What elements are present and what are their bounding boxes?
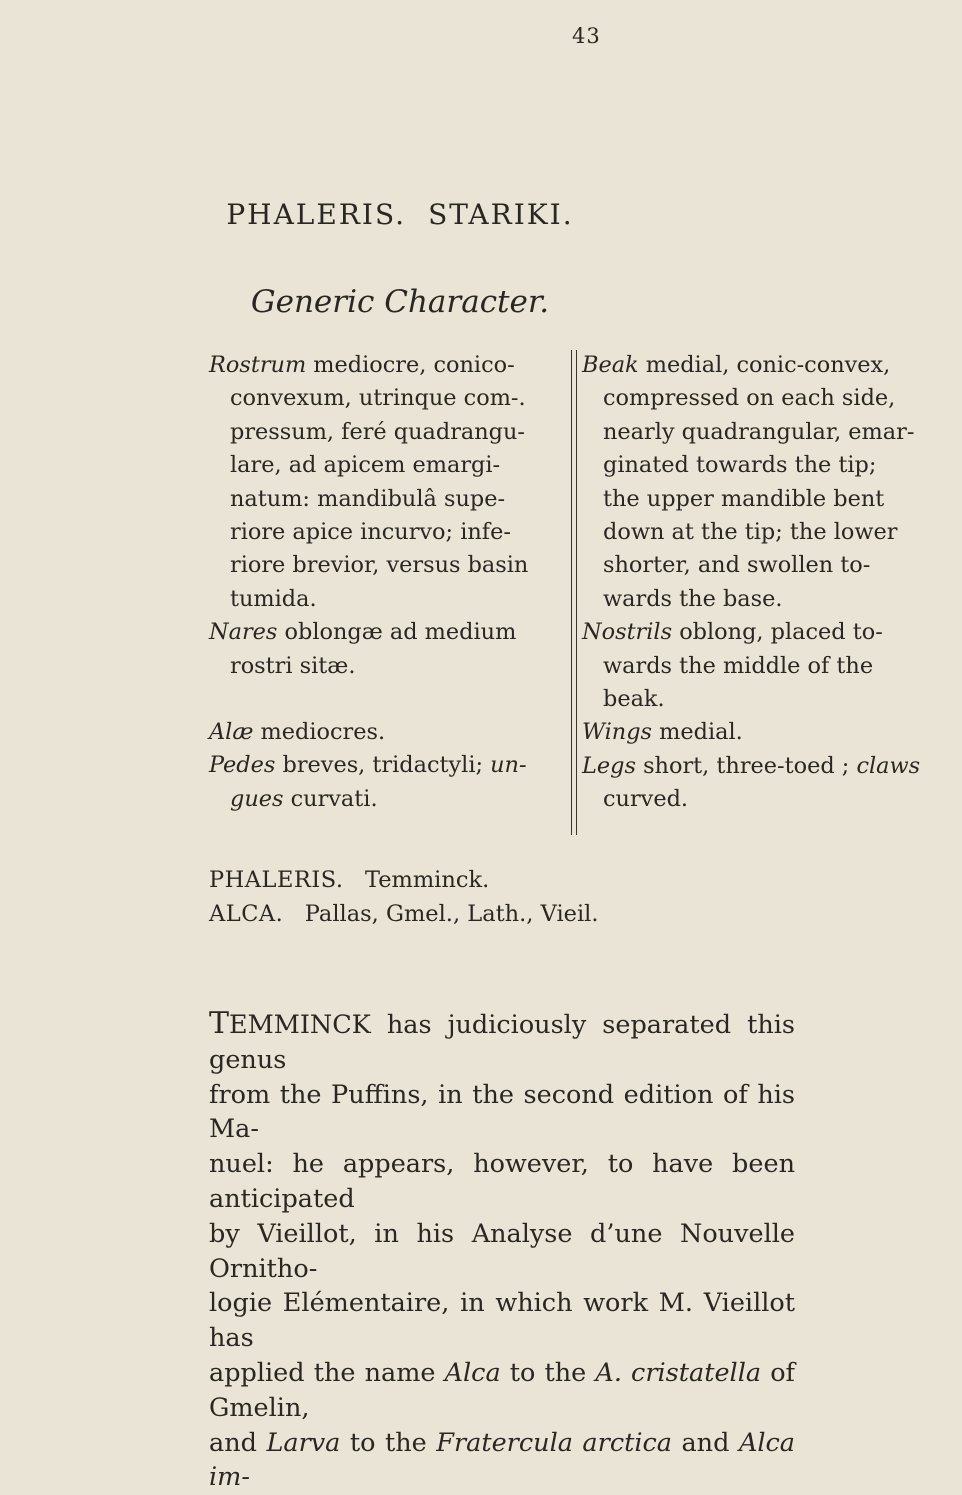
- column-divider: [571, 350, 577, 835]
- latin-line: gues curvati.: [230, 785, 378, 812]
- section-subtitle: Generic Character.: [250, 284, 550, 320]
- english-line: Wings medial.: [582, 719, 743, 746]
- paragraph-line: and Larva to the Fratercula arctica and Alca im-: [209, 1427, 795, 1493]
- body-paragraph: [209, 1007, 795, 1495]
- english-line: down at the tip; the lower: [603, 519, 898, 546]
- paragraph-line: TEMMINCK has judiciously separated this genus: [209, 1006, 795, 1075]
- english-line: Nostrils oblong, placed to-: [582, 619, 883, 646]
- english-line: wards the middle of the: [603, 652, 874, 679]
- english-line: Legs short, three-toed ; claws: [582, 752, 921, 779]
- latin-description-column: [209, 349, 569, 816]
- paragraph-line: logie Elémentaire, in which work M. Vieillot has: [209, 1288, 795, 1354]
- latin-line: pressum, feré quadrangu-: [230, 418, 525, 445]
- paragraph-line: applied the name Alca to the A. cristatella of Gmelin,: [209, 1357, 795, 1423]
- synonym-line: ALCA. Pallas, Gmel., Lath., Vieil.: [209, 901, 599, 927]
- english-line: wards the base.: [603, 585, 783, 612]
- paragraph-line: by Vieillot, in his Analyse d’une Nouvelle Ornitho-: [209, 1218, 795, 1284]
- latin-line: Alæ mediocres.: [209, 719, 386, 746]
- latin-line: tumida.: [230, 585, 317, 612]
- english-line: Beak medial, conic-convex,: [582, 352, 891, 378]
- english-line: shorter, and swollen to-: [603, 552, 871, 579]
- latin-line: natum: mandibulâ supe-: [230, 485, 506, 512]
- english-line: nearly quadrangular, emar-: [603, 418, 915, 445]
- page-number: 43: [572, 24, 601, 48]
- english-line: curved.: [603, 786, 689, 813]
- latin-line: riore brevior, versus basin: [230, 552, 529, 579]
- latin-line: Nares oblongæ ad medium: [209, 619, 517, 646]
- running-head-vernacular: STARIKI.: [428, 198, 574, 231]
- english-line: the upper mandible bent: [603, 485, 885, 512]
- english-line: ginated towards the tip;: [603, 452, 877, 479]
- latin-line: convexum, utrinque com-.: [230, 385, 526, 412]
- paragraph-line: from the Puffins, in the second edition of his Ma-: [209, 1079, 795, 1145]
- english-description-column: [582, 349, 962, 817]
- latin-line: lare, ad apicem emargi-: [230, 452, 501, 479]
- latin-line: Rostrum mediocre, conico-: [209, 352, 515, 378]
- english-line: beak.: [603, 686, 665, 713]
- synonym-line: PHALERIS. Temminck.: [209, 867, 490, 893]
- latin-line: riore apice incurvo; infe-: [230, 519, 511, 546]
- synonymy: [209, 863, 599, 931]
- paragraph-line: nuel: he appears, however, to have been anticipated: [209, 1149, 795, 1214]
- latin-line: Pedes breves, tridactyli; un-: [209, 752, 527, 779]
- running-head: [0, 198, 800, 231]
- drop-cap: T: [209, 1006, 230, 1041]
- latin-line: rostri sitæ.: [230, 652, 356, 679]
- running-head-latin: PHALERIS.: [226, 198, 407, 231]
- english-line: compressed on each side,: [603, 385, 896, 412]
